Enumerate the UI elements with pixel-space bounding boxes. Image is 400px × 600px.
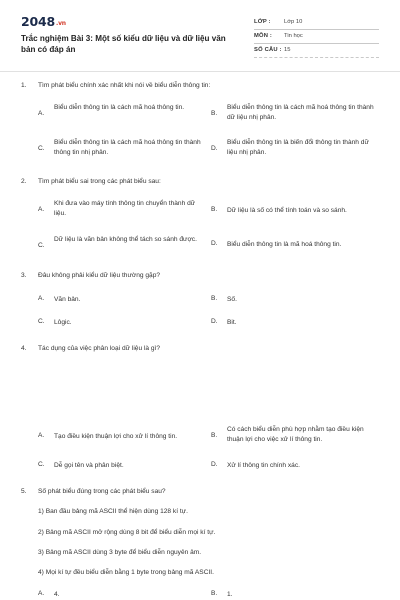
count-value: 15 [284,47,291,53]
option-text: Biểu diễn thông tin là cách mã hoá thông tin thành thông tin nhị phân. [54,139,201,156]
class-label: LỚP : [254,19,271,25]
logo-text: 2048 [21,14,55,29]
question-number: 2. [21,178,27,185]
option-text: Biểu diễn thông tin là cách mã hoá thông tin. [54,104,185,111]
option-text: Dễ gọi tên và phân biệt. [54,462,124,469]
option-letter: C. [38,461,45,468]
option-text: Biểu diễn thông tin là biến đổi thông tin thành dữ liệu nhị phân. [227,139,369,156]
option-letter: C. [38,242,45,249]
option-letter: A. [38,432,45,439]
option-letter: D. [211,240,218,247]
option-text: Có cách biểu diễn phù hợp nhằm tạo điều kiện thuận lợi cho việc xử lí thông tin. [227,426,364,443]
option-text: Dữ liệu là văn bản không thể tách so sánh được. [54,236,197,243]
option-text: Dữ liệu là số có thể tính toán và so sánh. [227,207,347,214]
statement-item: 4) Mọi kí tự đều biểu diễn bằng 1 byte trong bảng mã ASCII. [38,569,214,576]
option-letter: B. [211,295,218,302]
statement-item: 2) Bảng mã ASCII mở rộng dùng 8 bit để biểu diễn mọi kí tự. [38,529,216,536]
option-text: 1. [227,591,233,598]
site-logo[interactable] [21,14,66,29]
option-text: Tạo điều kiện thuận lợi cho xử lí thông tin. [54,433,178,440]
option-letter: A. [38,295,45,302]
option-letter: C. [38,145,45,152]
statement-item: 3) Bảng mã ASCII dùng 3 byte để biểu diễn nguyên âm. [38,549,202,556]
question-stem: Số phát biểu đúng trong các phát biểu sau? [38,488,166,495]
option-letter: D. [211,461,218,468]
header-divider [0,71,400,72]
question-stem: Tìm phát biểu chính xác nhất khi nói về biểu diễn thông tin: [38,82,211,89]
logo-suffix: .vn [56,20,66,27]
meta-count [254,44,379,58]
option-letter: B. [211,590,218,597]
option-letter: B. [211,110,218,117]
question-number: 4. [21,345,27,352]
option-letter: A. [38,110,45,117]
subject-label: MÔN : [254,33,273,39]
option-text: Biểu diễn thông tin là mã hoá thông tin. [227,241,342,248]
question-stem: Tác dụng của việc phân loại dữ liệu là gì? [38,345,161,352]
option-text: Biểu diễn thông tin là cách mã hoá thông tin thành dữ liệu nhị phân. [227,104,374,121]
page-title: Trắc nghiệm Bài 3: Một số kiểu dữ liệu và dữ liệu văn bản có đáp án [21,34,226,54]
option-text: 4. [54,591,60,598]
option-text: Xử lí thông tin chính xác. [227,462,300,469]
option-letter: A. [38,206,45,213]
option-text: Bit. [227,319,237,326]
option-text: Số. [227,296,237,303]
meta-class [254,16,379,30]
question-number: 1. [21,82,27,89]
page-header [0,0,400,76]
option-letter: B. [211,206,218,213]
option-text: Văn bản. [54,296,81,303]
option-letter: C. [38,318,45,325]
meta-underline [254,57,379,58]
class-value: Lớp 10 [284,19,303,25]
meta-subject [254,30,379,44]
option-letter: B. [211,432,218,439]
option-text: Khi đưa vào máy tính thông tin chuyển thành dữ liệu. [54,200,196,217]
option-text: Lôgic. [54,319,72,326]
question-number: 5. [21,488,27,495]
option-letter: D. [211,145,218,152]
option-letter: A. [38,590,45,597]
option-letter: D. [211,318,218,325]
statement-item: 1) Ban đầu bảng mã ASCII thể hiện dùng 128 kí tự. [38,508,188,515]
question-stem: Tìm phát biểu sai trong các phát biểu sau: [38,178,161,185]
count-label: SỐ CÂU : [254,47,282,53]
subject-value: Tin học [284,33,303,39]
question-stem: Đâu không phải kiểu dữ liệu thường gặp? [38,272,161,279]
question-number: 3. [21,272,27,279]
